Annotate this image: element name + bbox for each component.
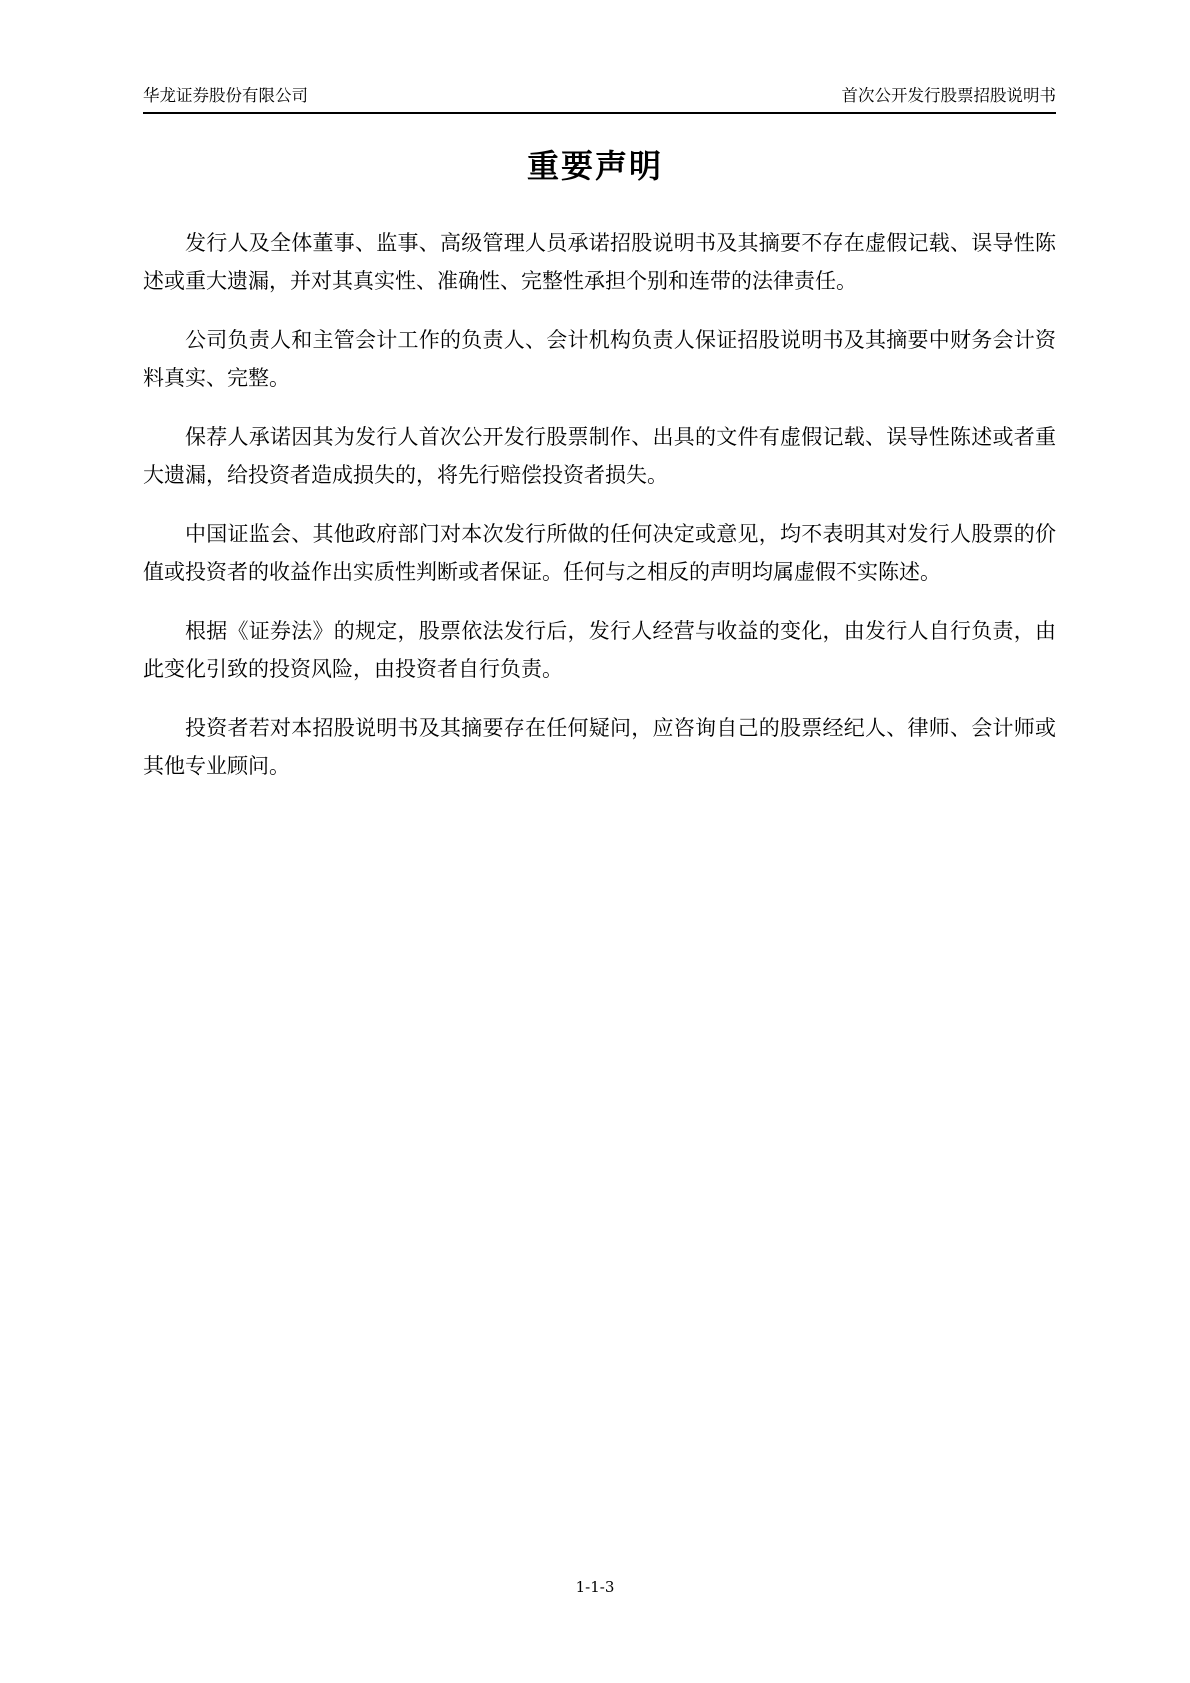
declaration-body [143,224,1056,806]
page-title: 重要声明 [526,147,663,185]
header-document-title: 首次公开发行股票招股说明书 [841,86,1056,105]
paragraph: 保荐人承诺因其为发行人首次公开发行股票制作、出具的文件有虚假记载、误导性陈述或者重大遗漏，给投资者造成损失的，将先行赔偿投资者损失。 [143,425,1056,487]
paragraph: 中国证监会、其他政府部门对本次发行所做的任何决定或意见，均不表明其对发行人股票的价值或投资者的收益作出实质性判断或者保证。任何与之相反的声明均属虚假不实陈述。 [143,522,1056,584]
header-company-name: 华龙证券股份有限公司 [143,86,308,105]
paragraph: 公司负责人和主管会计工作的负责人、会计机构负责人保证招股说明书及其摘要中财务会计资料真实、完整。 [143,328,1056,390]
paragraph: 发行人及全体董事、监事、高级管理人员承诺招股说明书及其摘要不存在虚假记载、误导性陈述或重大遗漏，并对其真实性、准确性、完整性承担个别和连带的法律责任。 [143,231,1056,293]
paragraph: 投资者若对本招股说明书及其摘要存在任何疑问，应咨询自己的股票经纪人、律师、会计师或其他专业顾问。 [143,716,1056,778]
paragraph: 根据《证券法》的规定，股票依法发行后，发行人经营与收益的变化，由发行人自行负责，由此变化引致的投资风险，由投资者自行负责。 [143,619,1056,681]
page-header [143,82,1056,114]
page-number: 1-1-3 [575,1578,615,1596]
